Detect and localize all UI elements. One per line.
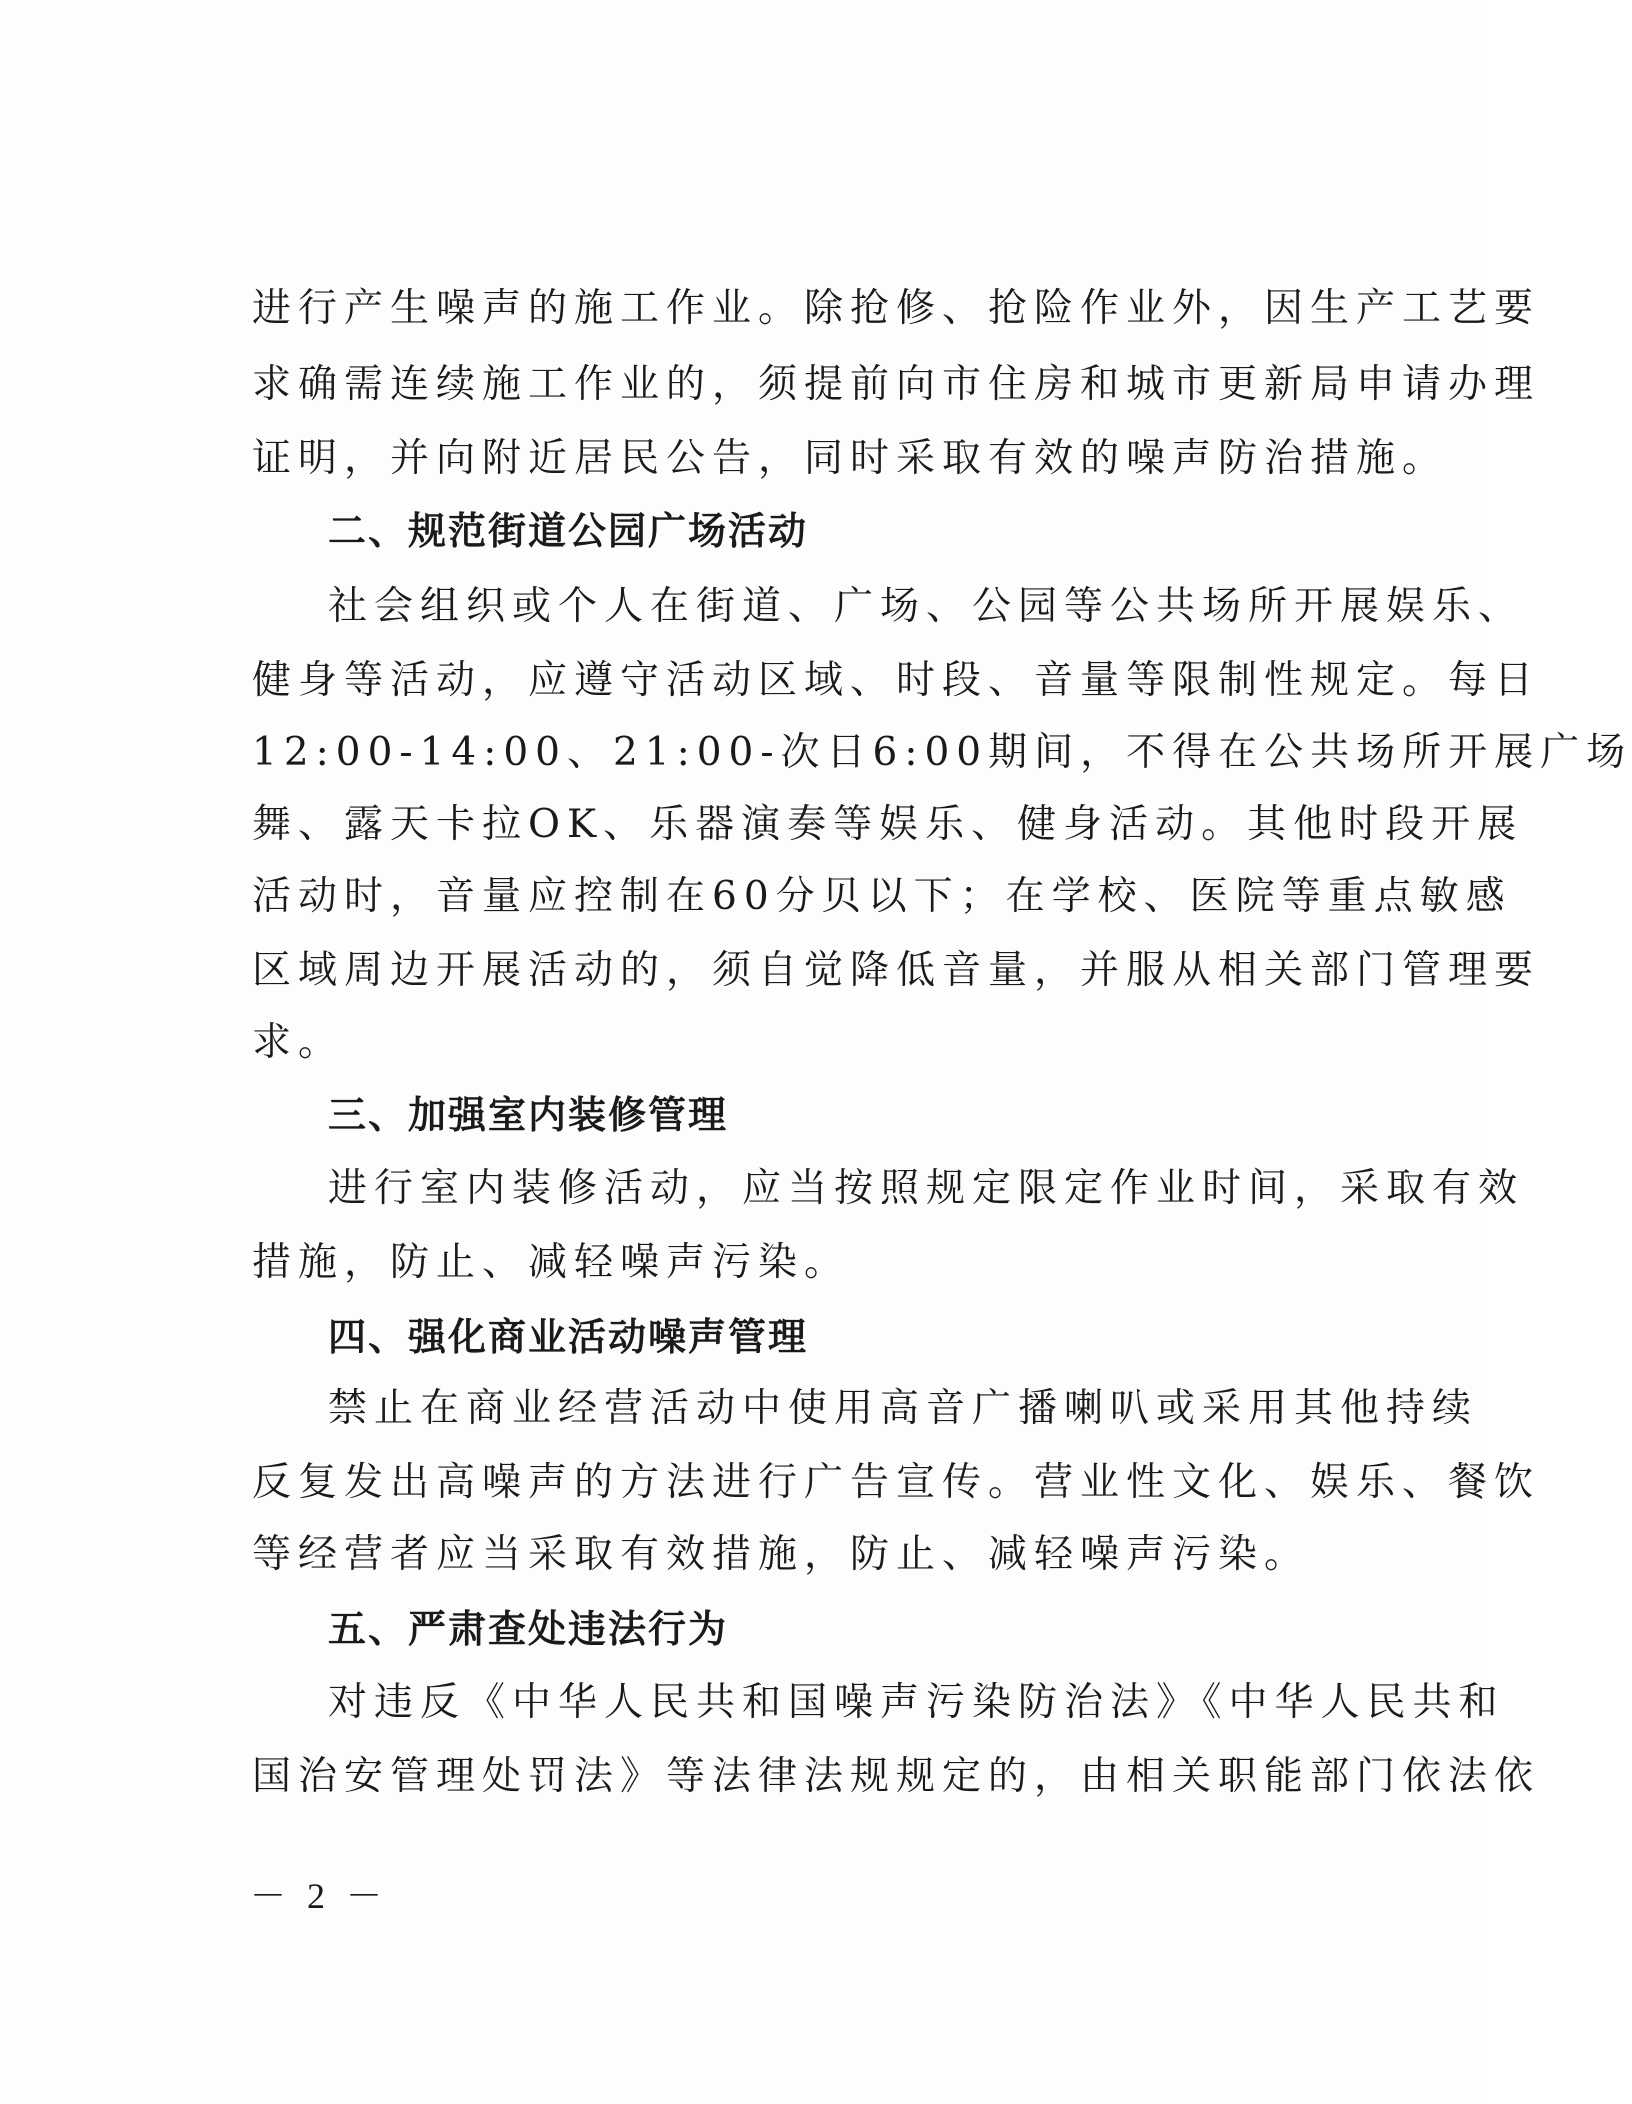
section-heading: 二、规范街道公园广场活动 [328, 509, 809, 553]
page-number: － 2 － [250, 1876, 389, 1916]
body-text-line: 反复发出高噪声的方法进行广告宣传。营业性文化、娱乐、餐饮 [252, 1460, 1541, 1505]
body-text-line: 证明，并向附近居民公告，同时采取有效的噪声防治措施。 [252, 436, 1449, 481]
body-text-line: 活动时，音量应控制在60分贝以下；在学校、医院等重点敏感 [252, 874, 1512, 919]
body-text-line: 社会组织或个人在街道、广场、公园等公共场所开展娱乐、 [328, 584, 1525, 629]
body-text-line: 进行室内装修活动，应当按照规定限定作业时间，采取有效 [328, 1166, 1525, 1211]
body-text-line: 舞、露天卡拉OK、乐器演奏等娱乐、健身活动。其他时段开展 [252, 802, 1524, 847]
body-text-line: 禁止在商业经营活动中使用高音广播喇叭或采用其他持续 [328, 1386, 1479, 1431]
body-text-line: 进行产生噪声的施工作业。除抢修、抢险作业外，因生产工艺要 [252, 286, 1541, 331]
body-text-line: 对违反《中华人民共和国噪声污染防治法》《中华人民共和 [328, 1680, 1505, 1725]
body-text-line: 12:00-14:00、21:00-次日6:00期间，不得在公共场所开展广场 [252, 730, 1632, 775]
body-text-line: 区域周边开展活动的，须自觉降低音量，并服从相关部门管理要 [252, 948, 1541, 993]
section-heading: 四、强化商业活动噪声管理 [328, 1315, 809, 1359]
body-text-line: 措施，防止、减轻噪声污染。 [252, 1240, 851, 1285]
section-heading: 五、严肃查处违法行为 [328, 1607, 729, 1651]
body-text-line: 健身等活动，应遵守活动区域、时段、音量等限制性规定。每日 [252, 658, 1541, 703]
section-heading: 三、加强室内装修管理 [328, 1093, 729, 1137]
body-text-line: 求确需连续施工作业的，须提前向市住房和城市更新局申请办理 [252, 362, 1541, 407]
body-text-line: 国治安管理处罚法》等法律法规规定的，由相关职能部门依法依 [252, 1754, 1541, 1799]
body-text-line: 求。 [252, 1020, 345, 1065]
body-text-line: 等经营者应当采取有效措施，防止、减轻噪声污染。 [252, 1532, 1311, 1577]
